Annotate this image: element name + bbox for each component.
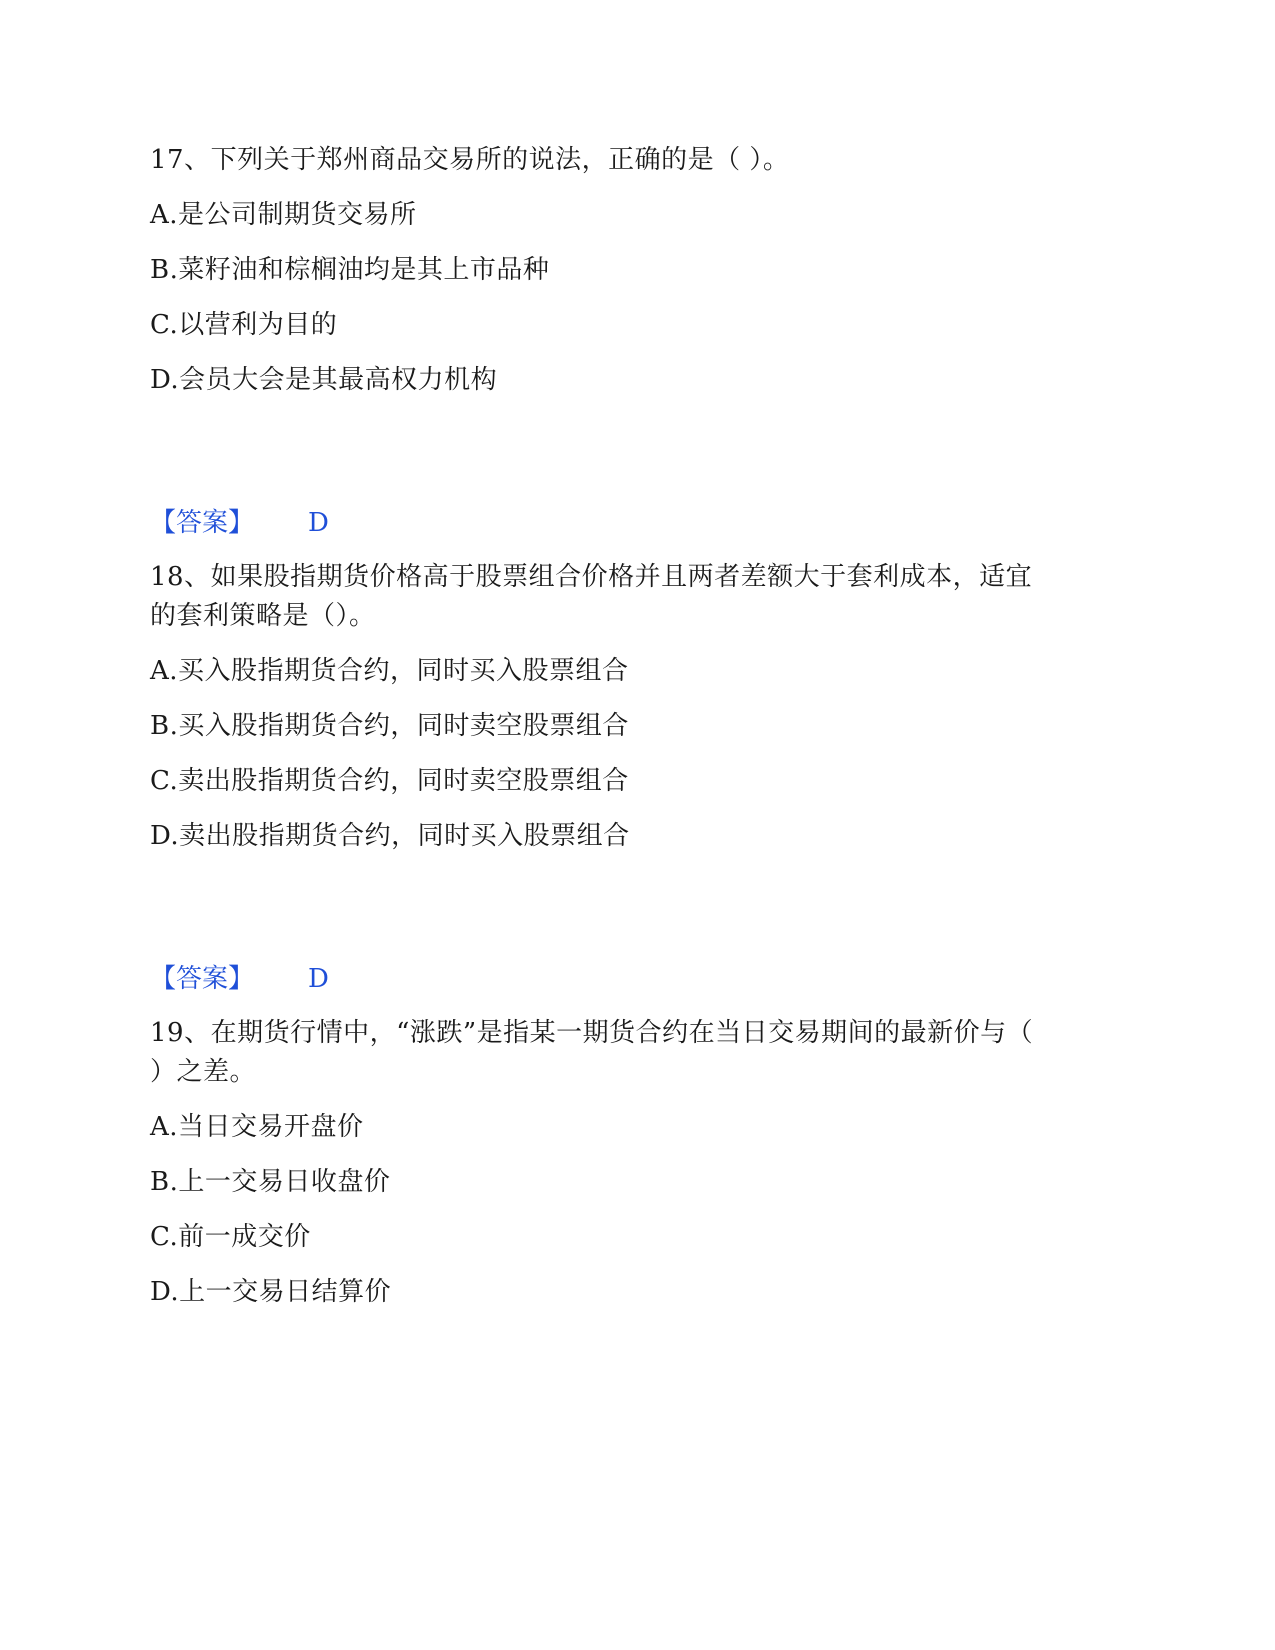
question-19-option-d: D.上一交易日结算价 bbox=[150, 1277, 392, 1307]
question-18-stem-line-2: 的套利策略是（）。 bbox=[150, 601, 376, 631]
question-17-option-d: D.会员大会是其最高权力机构 bbox=[150, 365, 498, 395]
question-19-stem-line-2: ）之差。 bbox=[150, 1057, 257, 1087]
answer-value: D bbox=[308, 964, 329, 994]
question-19-option-c: C.前一成交价 bbox=[150, 1222, 311, 1252]
question-17-stem: 17、下列关于郑州商品交易所的说法，正确的是（ ）。 bbox=[150, 145, 790, 175]
question-19-option-b: B.上一交易日收盘价 bbox=[150, 1167, 391, 1197]
question-18-option-c: C.卖出股指期货合约，同时卖空股票组合 bbox=[150, 766, 629, 796]
question-17-option-c: C.以营利为目的 bbox=[150, 310, 338, 340]
question-18-answer bbox=[150, 960, 329, 998]
question-19-stem-line-1: 19、在期货行情中，“涨跌”是指某一期货合约在当日交易期间的最新价与（ bbox=[150, 1018, 1034, 1048]
answer-value: D bbox=[308, 508, 329, 538]
question-18-option-a: A.买入股指期货合约，同时买入股票组合 bbox=[150, 656, 629, 686]
answer-label: 【答案】 bbox=[150, 964, 255, 994]
question-17-option-a: A.是公司制期货交易所 bbox=[150, 200, 417, 230]
question-17-answer bbox=[150, 504, 329, 542]
question-18-stem-line-1: 18、如果股指期货价格高于股票组合价格并且两者差额大于套利成本，适宜 bbox=[150, 562, 1033, 592]
question-18-option-d: D.卖出股指期货合约，同时买入股票组合 bbox=[150, 821, 630, 851]
question-19-option-a: A.当日交易开盘价 bbox=[150, 1112, 364, 1142]
question-17-option-b: B.菜籽油和棕榈油均是其上市品种 bbox=[150, 255, 550, 285]
answer-label: 【答案】 bbox=[150, 508, 255, 538]
question-18-option-b: B.买入股指期货合约，同时卖空股票组合 bbox=[150, 711, 629, 741]
